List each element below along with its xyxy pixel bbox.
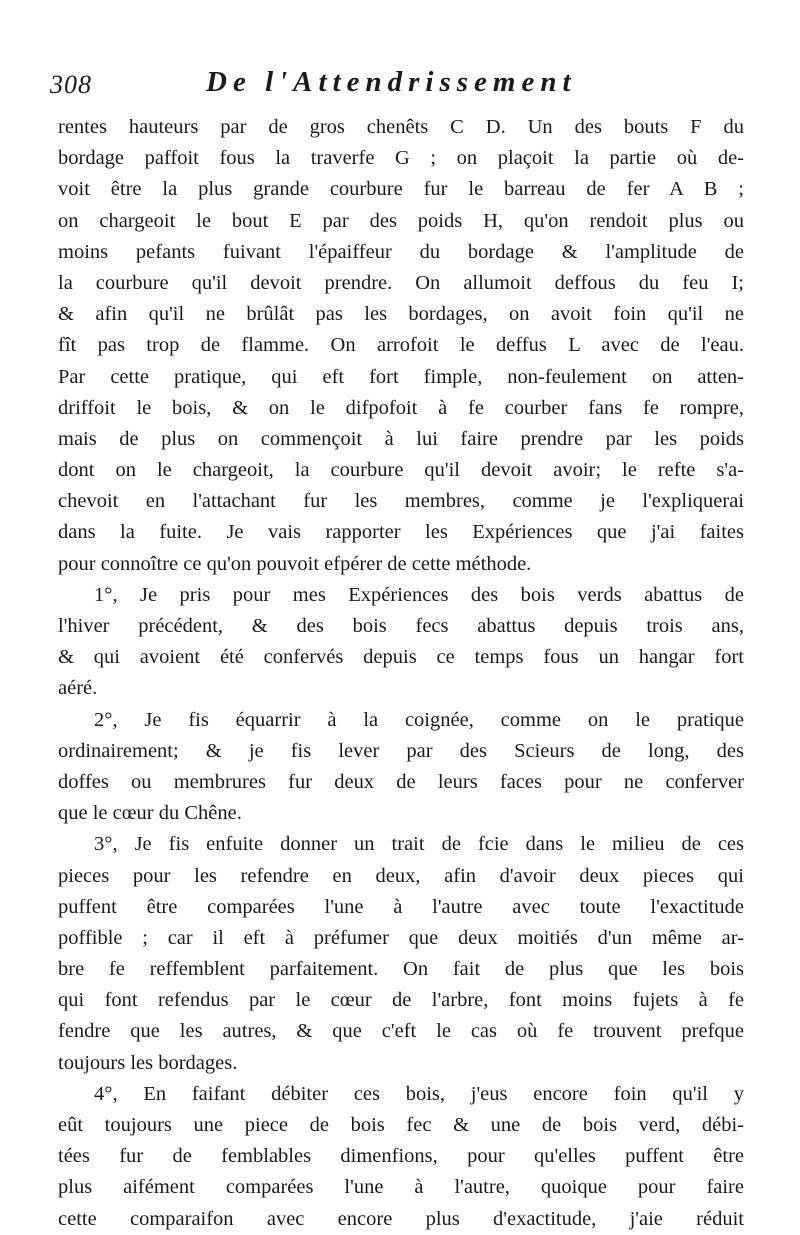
text-line: voit être la plus grande courbure fur le barreau de fer A B ;: [58, 178, 744, 201]
text-line: poffible ; car il eft à préfumer que deux moitiés d'un même ar-: [58, 926, 744, 949]
text-line: pour connoître ce qu'on pouvoit efpérer de cette méthode.: [58, 552, 532, 575]
text-line: driffoit le bois, & on le difpofoit à fe courber fans fe rompre,: [58, 396, 744, 419]
text-line: tées fur de femblables dimenfions, pour qu'elles puffent être: [58, 1145, 744, 1168]
text-line: Par cette pratique, qui eft fort fimple, non-feulement on atten-: [58, 365, 744, 388]
text-line: 3°, Je fis enfuite donner un trait de fcie dans le milieu de ces: [94, 833, 744, 856]
text-line: dont on le chargeoit, la courbure qu'il devoit avoir; le refte s'a-: [58, 459, 744, 482]
text-line: cette comparaifon avec encore plus d'exactitude, j'aie réduit: [58, 1207, 744, 1230]
text-line: bre fe reffemblent parfaitement. On fait de plus que les bois: [58, 958, 744, 981]
text-line: fendre que les autres, & que c'eft le cas où fe trouvent prefque: [58, 1020, 744, 1043]
text-line: que le cœur du Chêne.: [58, 802, 242, 825]
text-line: eût toujours une piece de bois fec & une de bois verd, débi-: [58, 1114, 744, 1136]
text-line: dans la fuite. Je vais rapporter les Expériences que j'ai faites: [58, 521, 744, 544]
text-line: on chargeoit le bout E par des poids H, qu'on rendoit plus ou: [58, 209, 744, 232]
text-line: mais de plus on commençoit à lui faire prendre par les poids: [58, 427, 744, 450]
text-line: qui font refendus par le cœur de l'arbre, font moins fujets à fe: [58, 989, 744, 1012]
text-line: 1°, Je pris pour mes Expériences des bois verds abattus de: [94, 583, 744, 606]
text-line: 4°, En faifant débiter ces bois, j'eus encore foin qu'il y: [94, 1082, 744, 1105]
text-line: plus aifément comparées l'une à l'autre, quoique pour faire: [58, 1176, 744, 1199]
text-line: bordage paffoit fous la traverfe G ; on plaçoit la partie où de-: [58, 147, 744, 170]
running-title: De l'Attendrissement: [206, 66, 577, 98]
body-text: [58, 112, 744, 1235]
text-line: toujours les bordages.: [58, 1051, 238, 1074]
text-line: 2°, Je fis équarrir à la coignée, comme on le pratique: [94, 708, 744, 731]
text-line: aéré.: [58, 677, 98, 700]
text-line: moins pefants fuivant l'épaiffeur du bordage & l'amplitude de: [58, 240, 744, 263]
page-header: [50, 66, 750, 110]
text-line: & afin qu'il ne brûlât pas les bordages, on avoit foin qu'il ne: [58, 303, 744, 326]
text-line: rentes hauteurs par de gros chenêts C D. Un des bouts F du: [58, 116, 744, 138]
text-line: chevoit en l'attachant fur les membres, comme je l'expliquerai: [58, 490, 744, 513]
text-line: ordinairement; & je fis lever par des Scieurs de long, des: [58, 739, 744, 762]
text-line: la courbure qu'il devoit prendre. On allumoit deffous du feu I;: [58, 271, 744, 294]
text-line: doffes ou membrures fur deux de leurs faces pour ne conferver: [58, 770, 744, 793]
text-line: & qui avoient été confervés depuis ce temps fous un hangar fort: [58, 646, 744, 669]
text-line: fît pas trop de flamme. On arrofoit le deffus L avec de l'eau.: [58, 334, 744, 357]
text-line: puffent être comparées l'une à l'autre avec toute l'exactitude: [58, 895, 744, 918]
page-number: 308: [50, 70, 92, 99]
text-line: l'hiver précédent, & des bois fecs abattus depuis trois ans,: [58, 615, 744, 637]
text-line: pieces pour les refendre en deux, afin d'avoir deux pieces qui: [58, 864, 744, 887]
